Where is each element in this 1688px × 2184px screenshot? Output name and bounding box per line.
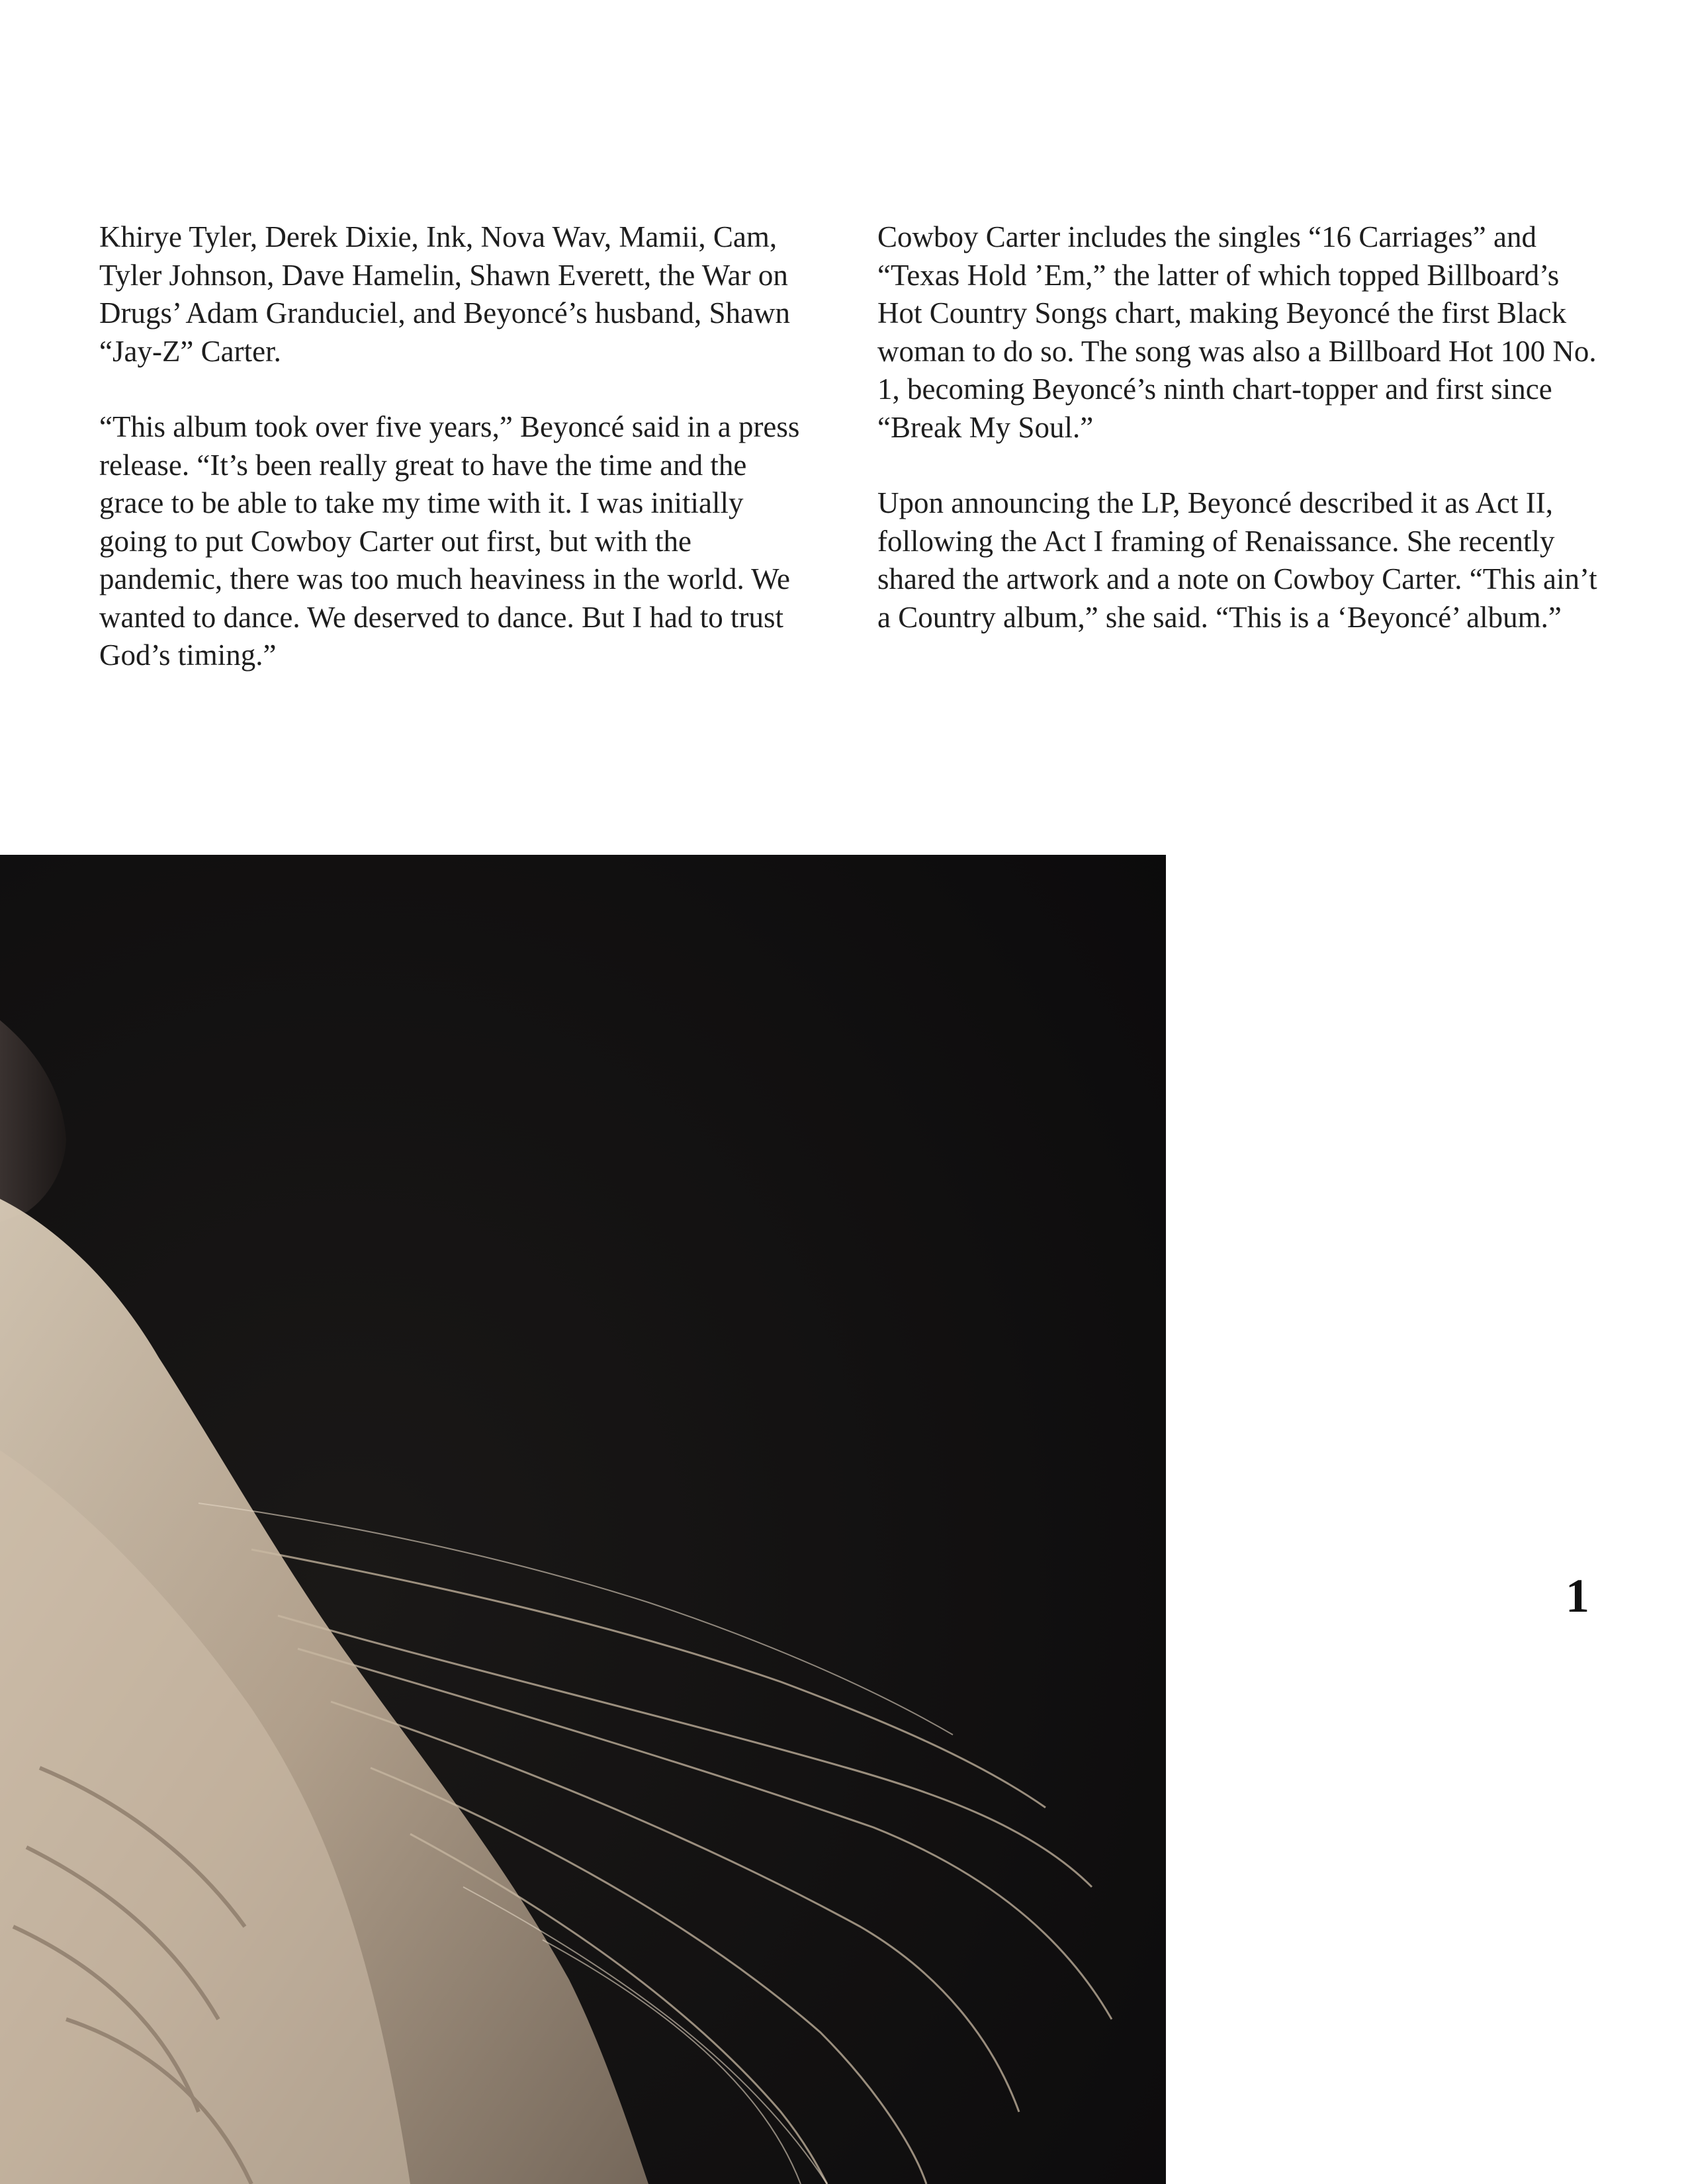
article-left-column: [99, 218, 817, 713]
page-number: 1: [1566, 1569, 1589, 1622]
article-right-column: [877, 218, 1605, 674]
right-paragraph-1: Cowboy Carter includes the singles “16 Carriages” and “Texas Hold ’Em,” the latter of which topped Billboard’s Hot Country Songs chart, making Beyoncé the first Black woman to do so. The song was also a Billboard Hot 100 No. 1, becoming Beyoncé’s ninth chart-topper and first since “Break My Soul.”: [877, 220, 1597, 444]
left-paragraph-2: “This album took over five years,” Beyoncé said in a press release. “It’s been really great to have the time and the grace to be able to take my time with it. I was initially going to put Cowboy Carter out first, but with the pandemic, there was too much heaviness in the world. We wanted to dance. We deserved to dance. But I had to trust God’s timing.”: [99, 410, 800, 672]
hair-photo: [0, 855, 1166, 2184]
left-paragraph-1: Khirye Tyler, Derek Dixie, Ink, Nova Wav, Mamii, Cam, Tyler Johnson, Dave Hamelin, Shawn Everett, the War on Drugs’ Adam Granduciel, and Beyoncé’s husband, Shawn “Jay-Z” Carter.: [99, 220, 790, 368]
right-paragraph-2: Upon announcing the LP, Beyoncé described it as Act II, following the Act I framing of Renaissance. She recently shared the artwork and a note on Cowboy Carter. “This ain’t a Country album,” she said. “This is a ‘Beyoncé’ album.”: [877, 486, 1597, 634]
hair-photo-graphic: [0, 855, 1166, 2184]
